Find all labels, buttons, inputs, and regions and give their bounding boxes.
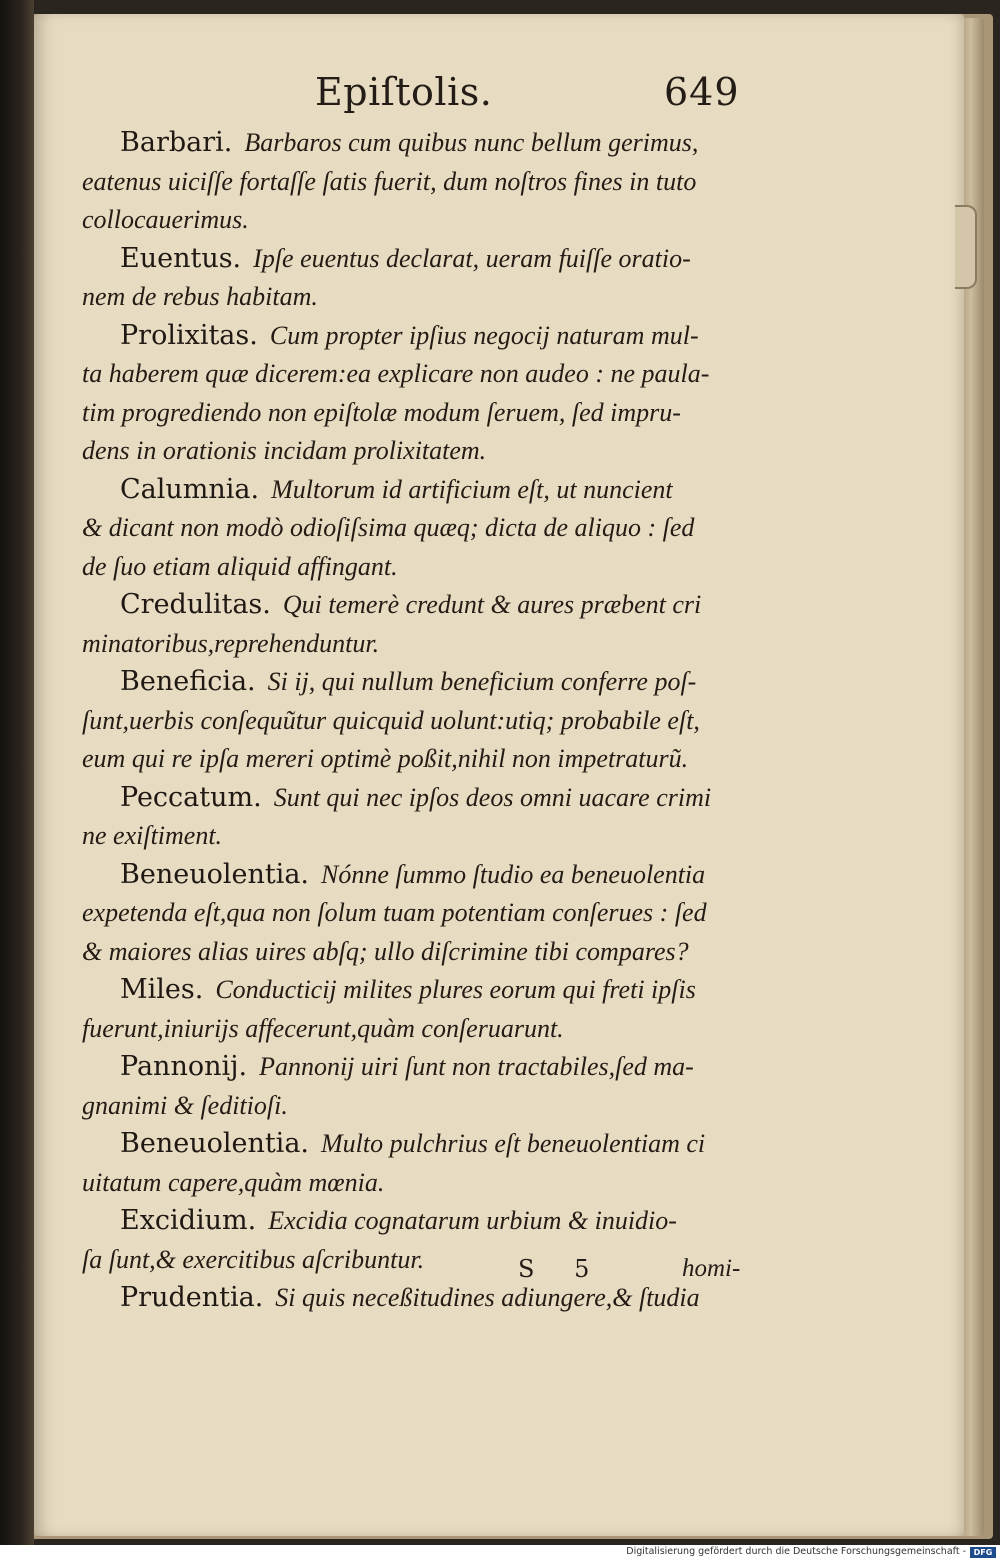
entry-line <box>80 702 760 741</box>
entry-text: Qui temerè credunt & aures præbent cri <box>282 590 702 619</box>
entry-line <box>80 240 760 279</box>
catchword: homi- <box>682 1255 741 1282</box>
entry <box>80 856 760 972</box>
entry-text: ne exiſtiment. <box>82 821 223 850</box>
entry-text: Nónne ſummo ſtudio ea beneuolentia <box>321 859 706 889</box>
entry-line <box>80 1202 760 1241</box>
running-title: Epiſtolis. <box>315 70 493 114</box>
entry-line <box>80 779 760 818</box>
entry <box>80 1125 760 1202</box>
entry-line <box>80 1125 760 1164</box>
entry-text: eum qui re ipſa mereri optimè poßit,nihil non impetraturũ. <box>82 744 689 773</box>
entry-text: & maiores alias uires abſq; ullo diſcrimine tibi compares? <box>82 936 689 966</box>
entry <box>80 317 760 471</box>
entry-headword: Beneuolentia. <box>120 858 309 890</box>
entry-line <box>80 432 760 471</box>
entry-line <box>80 124 760 163</box>
entry-text: Multo pulchrius eſt beneuolentiam ci <box>321 1129 706 1158</box>
entry-headword: Pannonij. <box>120 1051 248 1082</box>
entry-text: & dicant non modò odioſiſsima quæq; dicta de aliquo : ſed <box>82 513 695 542</box>
entry-text: Sunt qui nec ipſos deos omni uacare crimi <box>273 782 712 812</box>
entry <box>80 971 760 1048</box>
entry-headword: Prudentia. <box>120 1282 264 1313</box>
entry-line <box>80 355 760 394</box>
entry-line <box>80 625 760 664</box>
binding-shadow <box>0 0 34 1545</box>
entry-text: tim progrediendo non epiſtolæ modum ſeruem, ſed impru- <box>82 397 681 427</box>
entry <box>80 124 760 240</box>
entry-line <box>80 548 760 587</box>
page-number: 649 <box>664 70 740 114</box>
entry-text: expetenda eſt,qua non ſolum tuam potentiam conſerues : ſed <box>82 898 707 927</box>
entry-text: Ipſe euentus declarat, ueram fuiſſe oratio- <box>253 243 691 273</box>
entry-line <box>80 1164 760 1203</box>
entry-line <box>80 163 760 202</box>
entry <box>80 663 760 779</box>
entry-text: Si ij, qui nullum beneficium conferre poſ- <box>267 667 697 696</box>
entry-headword: Prolixitas. <box>120 319 258 351</box>
entry-text: ta haberem quæ dicerem:ea explicare non audeo : ne paula- <box>82 359 710 388</box>
page-footer <box>0 1255 1000 1295</box>
entry-headword: Credulitas. <box>120 589 271 620</box>
signature-mark: S 5 <box>518 1255 606 1283</box>
entry <box>80 1048 760 1125</box>
entry-text: Excidia cognatarum urbium & inuidio- <box>268 1206 677 1235</box>
entry-text: Conducticij milites plures eorum qui freti ipſis <box>215 975 696 1004</box>
entry-line <box>80 817 760 856</box>
entry-headword: Peccatum. <box>120 781 262 813</box>
entry-line <box>80 971 760 1010</box>
entry-headword: Euentus. <box>120 242 242 274</box>
entry-headword: Beneuolentia. <box>120 1128 309 1159</box>
entry-headword: Barbari. <box>120 127 233 158</box>
entry-headword: Miles. <box>120 974 204 1005</box>
entry-line <box>80 933 760 972</box>
entry-text: Cum propter ipſius negocij naturam mul- <box>269 320 699 350</box>
entry-line <box>80 201 760 240</box>
page-tab <box>955 205 977 289</box>
entry-text: de ſuo etiam aliquid affingant. <box>82 551 398 581</box>
funding-credit: Digitalisierung gefördert durch die Deutsche Forschungsgemeinschaft - <box>626 1546 966 1557</box>
entries-list <box>80 124 760 1318</box>
entry-text: fuerunt,iniurijs affecerunt,quàm conſeruarunt. <box>82 1013 564 1043</box>
entry-line <box>80 856 760 895</box>
entry-headword: Excidium. <box>120 1205 257 1236</box>
entry-text: Si quis neceßitudines adiungere,& ſtudia <box>275 1283 700 1312</box>
entry-line <box>80 586 760 625</box>
entry-headword: Calumnia. <box>120 473 260 505</box>
entry-line <box>80 509 760 548</box>
entry-text: minatoribus,reprehenduntur. <box>82 628 380 658</box>
entry-line <box>80 1010 760 1049</box>
entry-line <box>80 317 760 356</box>
entry-text: Multorum id artificium eſt, ut nuncient <box>271 474 673 504</box>
entry-line <box>80 278 760 317</box>
entry-text: Pannonij uiri ſunt non tractabiles,ſed ma- <box>259 1052 694 1081</box>
entry-text: ſa ſunt,& exercitibus aſcribuntur. <box>82 1244 425 1274</box>
entry-text: collocauerimus. <box>82 205 249 234</box>
dfg-logo-icon: DFG <box>970 1547 996 1558</box>
entry-text: gnanimi & ſeditioſi. <box>82 1090 288 1120</box>
entry-text: uitatum capere,quàm mœnia. <box>82 1167 385 1197</box>
entry-text: eatenus uiciſſe fortaſſe ſatis fuerit, dum noſtros fines in tuto <box>82 166 697 196</box>
entry <box>80 240 760 317</box>
entry-line <box>80 740 760 779</box>
entry-line <box>80 894 760 933</box>
entry-line <box>80 663 760 702</box>
entry <box>80 586 760 663</box>
entry <box>80 471 760 587</box>
entry-text: Barbaros cum quibus nunc bellum gerimus, <box>244 128 699 157</box>
running-head <box>0 70 1000 120</box>
entry-line <box>80 1048 760 1087</box>
entry-line <box>80 471 760 510</box>
entry-headword: Beneficia. <box>120 666 256 697</box>
entry-text: nem de rebus habitam. <box>82 282 318 311</box>
entry-line <box>80 1087 760 1126</box>
entry-text: ſunt,uerbis conſequũtur quicquid uolunt:utiq; probabile eſt, <box>82 705 700 735</box>
entry-text: dens in orationis incidam prolixitatem. <box>82 436 487 465</box>
entry-line <box>80 394 760 433</box>
entry <box>80 779 760 856</box>
